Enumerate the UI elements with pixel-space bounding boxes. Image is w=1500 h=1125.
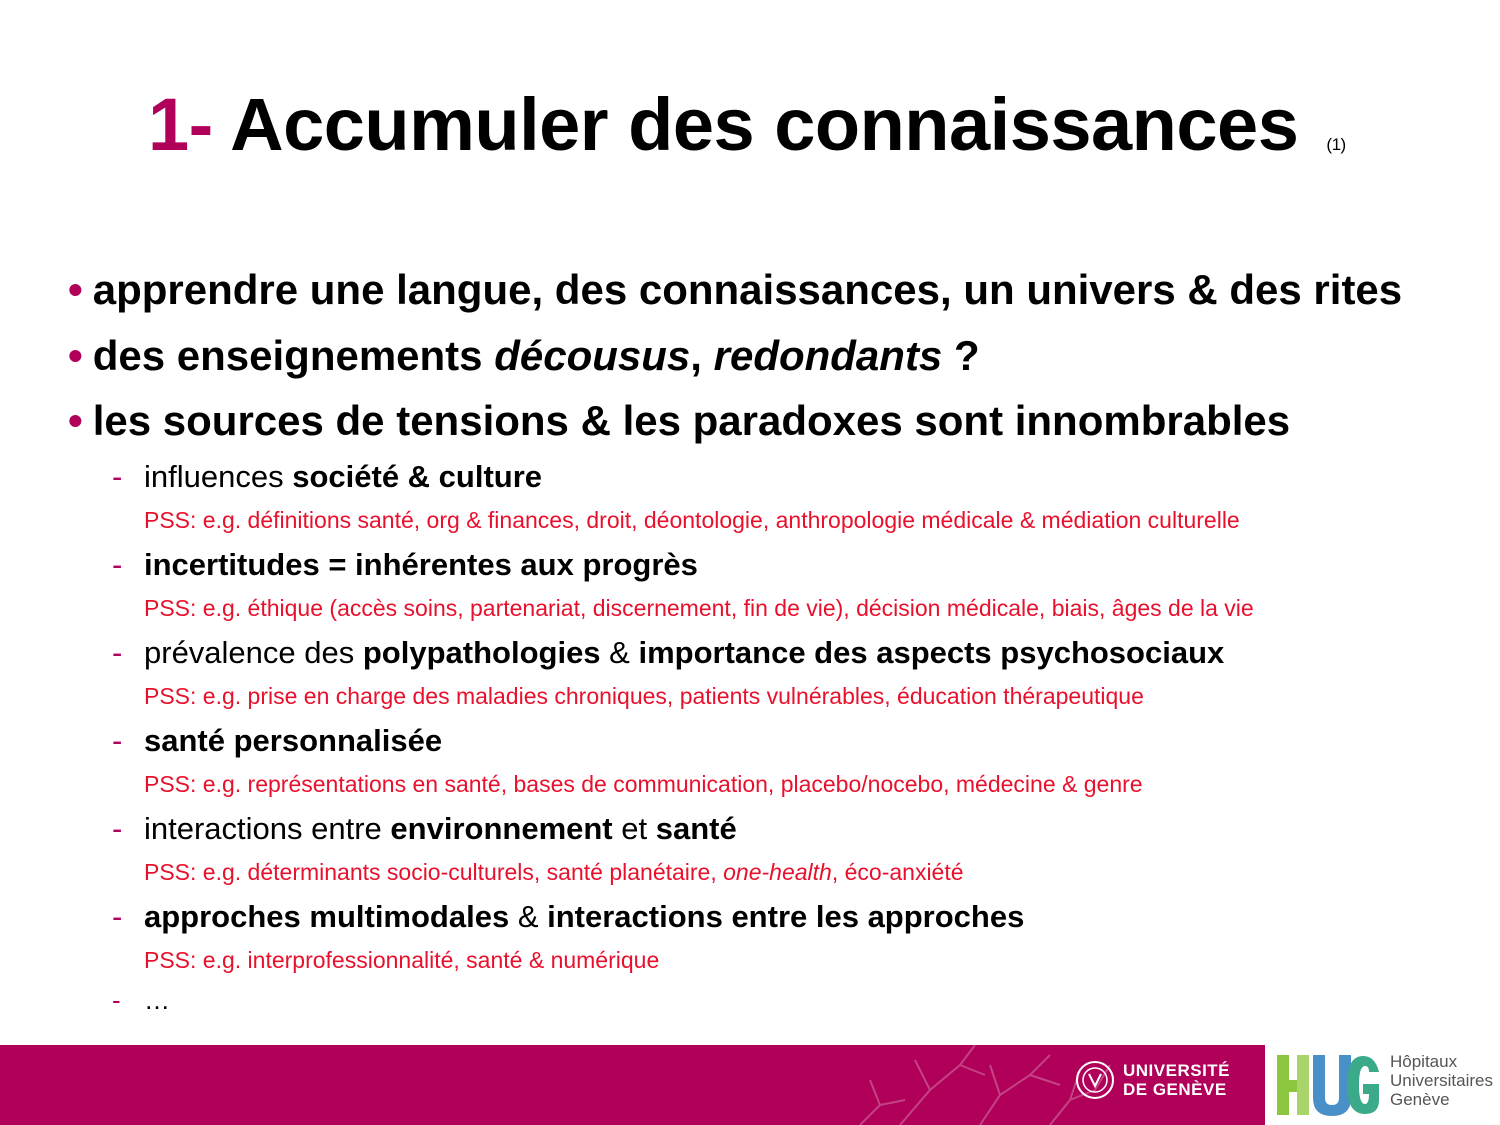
sub-bold: polypathologies xyxy=(362,635,601,670)
hug-line-2: Universitaires xyxy=(1390,1071,1493,1090)
dash: - xyxy=(112,985,121,1015)
hug-text xyxy=(1390,1052,1493,1109)
pss-emph: one-health xyxy=(723,859,832,885)
pss-text: PSS: e.g. prise en charge des maladies chroniques, patients vulnérables, éducation thérapeutique xyxy=(144,683,1144,709)
pss-text: PSS: e.g. définitions santé, org & finances, droit, déontologie, anthropologie médicale & médiation culturelle xyxy=(144,507,1240,533)
sub-text: … xyxy=(144,985,170,1015)
sub-item-1 xyxy=(112,459,542,495)
dash: - xyxy=(112,811,123,846)
bullet-3 xyxy=(68,397,1290,445)
bullet-text: des enseignements xyxy=(92,332,495,379)
bullet-2 xyxy=(68,332,980,380)
pss-text: PSS: e.g. éthique (accès soins, partenariat, discernement, fin de vie), décision médicale, biais, âges de la vie xyxy=(144,595,1254,621)
sub-bold: santé personnalisée xyxy=(144,723,443,758)
sub-bold: société & culture xyxy=(292,459,543,494)
bullet-dot: • xyxy=(68,397,83,444)
sub-item-6 xyxy=(112,899,1024,935)
unige-line-2: DE GENÈVE xyxy=(1123,1080,1227,1099)
title-text: Accumuler des connaissances xyxy=(230,83,1299,166)
sub-bold: importance des aspects psychosociaux xyxy=(638,635,1225,670)
bullet-dot: • xyxy=(68,266,83,313)
slide-title xyxy=(148,82,1346,167)
sub-text: interactions entre xyxy=(144,811,391,846)
bullet-text: , xyxy=(690,332,714,379)
sub-bold: environnement xyxy=(390,811,613,846)
pss-line-5 xyxy=(144,859,964,886)
sub-item-5 xyxy=(112,811,737,847)
sub-bold: approches multimodales xyxy=(144,899,510,934)
unige-logo xyxy=(1075,1060,1230,1100)
pss-text: PSS: e.g. déterminants socio-culturels, santé planétaire, xyxy=(144,859,724,885)
sub-text: et xyxy=(612,811,656,846)
dash: - xyxy=(112,547,123,582)
bullet-emph: redondants xyxy=(713,332,943,379)
bullet-text: ? xyxy=(942,332,980,379)
title-number: 1- xyxy=(148,83,213,166)
hug-logo-icon xyxy=(1275,1050,1385,1120)
sub-text: & xyxy=(600,635,639,670)
pss-text: , éco-anxiété xyxy=(831,859,964,885)
sub-text: prévalence des xyxy=(144,635,363,670)
sub-item-4 xyxy=(112,723,442,759)
title-reference: (1) xyxy=(1326,135,1346,154)
unige-line-1: UNIVERSITÉ xyxy=(1123,1061,1231,1080)
bullet-text: les sources de tensions & les paradoxes sont innombrables xyxy=(92,397,1291,444)
dash: - xyxy=(112,459,123,494)
sub-item-3 xyxy=(112,635,1224,671)
sub-bold: santé xyxy=(655,811,737,846)
pss-text: PSS: e.g. représentations en santé, bases de communication, placebo/nocebo, médecine & genre xyxy=(144,771,1143,797)
dash: - xyxy=(112,723,123,758)
unige-seal-icon xyxy=(1075,1060,1115,1100)
sub-text: influences xyxy=(144,459,293,494)
sub-bold: interactions entre les approches xyxy=(547,899,1025,934)
hug-line-1: Hôpitaux xyxy=(1390,1052,1458,1071)
sub-bold: incertitudes = inhérentes aux progrès xyxy=(144,547,698,582)
bullet-dot: • xyxy=(68,332,83,379)
dash: - xyxy=(112,899,123,934)
bullet-text: apprendre une langue, des connaissances, un univers & des rites xyxy=(92,266,1403,313)
sub-item-2 xyxy=(112,547,698,583)
sub-item-7 xyxy=(112,985,170,1016)
pss-line-2 xyxy=(144,595,1254,622)
hug-line-3: Genève xyxy=(1390,1090,1450,1109)
sub-text: & xyxy=(509,899,548,934)
pss-line-3 xyxy=(144,683,1144,710)
dash: - xyxy=(112,635,123,670)
pss-line-1 xyxy=(144,507,1240,534)
pss-line-6 xyxy=(144,947,659,974)
pss-line-4 xyxy=(144,771,1143,798)
bullet-emph: décousus xyxy=(494,332,691,379)
pss-text: PSS: e.g. interprofessionnalité, santé & numérique xyxy=(144,947,660,973)
bullet-1 xyxy=(68,266,1402,314)
